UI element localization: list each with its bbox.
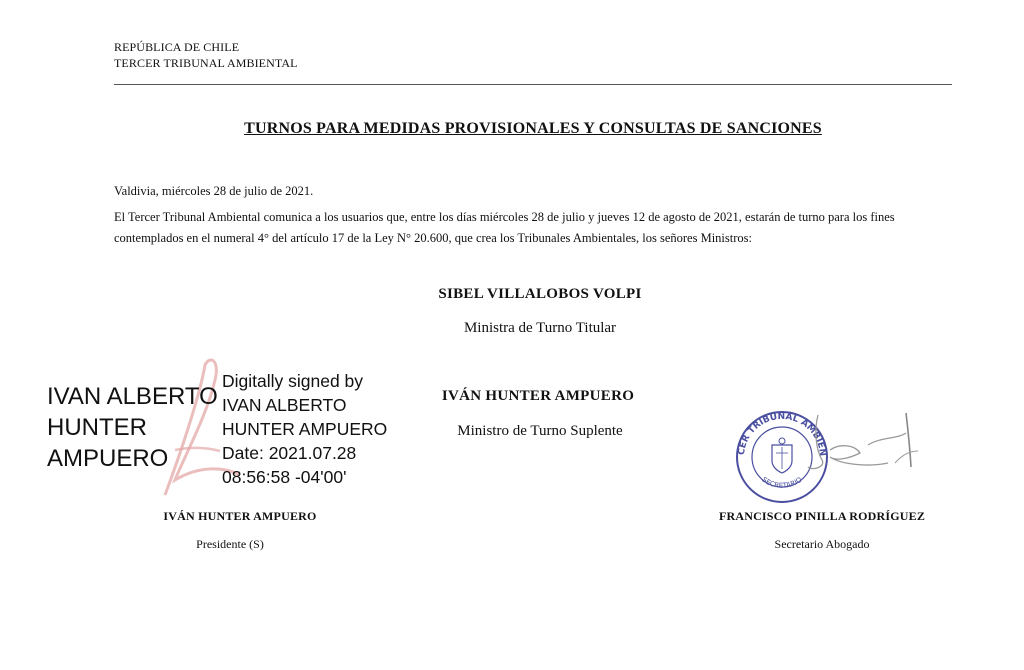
signature-detail-5: 08:56:58 -04'00'	[222, 467, 347, 487]
secretary-stamp-signature	[730, 405, 930, 505]
digital-signature[interactable]	[40, 355, 400, 505]
svg-text:SECRETARIO: SECRETARIO	[760, 475, 804, 490]
header-institution: TERCER TRIBUNAL AMBIENTAL	[114, 56, 298, 70]
signer-name-line-1: IVAN ALBERTO	[47, 383, 218, 410]
signature-detail-3: HUNTER AMPUERO	[222, 419, 388, 439]
signer-name-line-3: AMPUERO	[47, 445, 169, 472]
signer-name-line-2: HUNTER	[47, 414, 147, 441]
minister-suplente-role: Ministro de Turno Suplente	[457, 423, 623, 439]
tribunal-seal-icon	[730, 405, 930, 505]
signatory-right-role: Secretario Abogado	[774, 537, 870, 551]
signatory-left-role: Presidente (S)	[196, 537, 264, 551]
signature-detail-1: Digitally signed by	[222, 371, 364, 391]
signature-detail-4: Date: 2021.07.28	[222, 443, 357, 463]
announcement-paragraph: El Tercer Tribunal Ambiental comunica a los usuarios que, entre los días miércoles 28 de julio y jueves 12 de agosto de 2021, estarán de turno para los fines contemplados en el numeral 4° del artículo 17 de la Ley N° 20.600, que crea los Tribunales Ambientales, los señores Ministros:	[114, 210, 895, 245]
svg-text:TERCER TRIBUNAL AMBIENTAL: CER TRIBUNAL AMBIEN	[736, 411, 828, 457]
date-line: Valdivia, miércoles 28 de julio de 2021.	[114, 184, 314, 198]
signature-detail-2: IVAN ALBERTO	[222, 395, 347, 415]
document-title: TURNOS PARA MEDIDAS PROVISIONALES Y CONSULTAS DE SANCIONES	[244, 120, 822, 137]
header-country: REPÚBLICA DE CHILE	[114, 40, 240, 54]
minister-titular-name: SIBEL VILLALOBOS VOLPI	[438, 286, 642, 302]
signatory-left-name: IVÁN HUNTER AMPUERO	[163, 509, 317, 523]
header-divider	[114, 84, 952, 85]
minister-titular-role: Ministra de Turno Titular	[463, 320, 617, 336]
signatory-right-name: FRANCISCO PINILLA RODRÍGUEZ	[718, 509, 926, 523]
minister-suplente-name: IVÁN HUNTER AMPUERO	[441, 388, 635, 404]
